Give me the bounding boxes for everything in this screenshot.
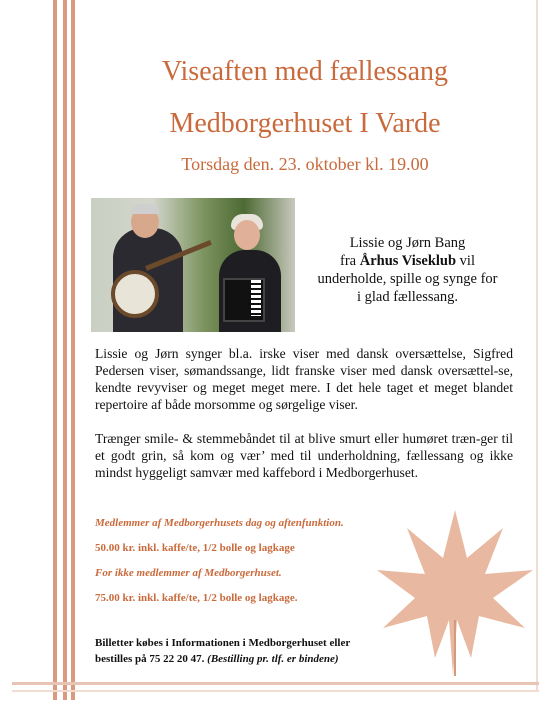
members-price: 50.00 kr. inkl. kaffe/te, 1/2 bolle og lagkage [95,542,295,554]
ticket-line-1: Billetter købes i Informationen i Medborgerhuset eller [95,637,351,649]
decor-stripe-2 [63,0,67,700]
intro-text [300,234,515,306]
nonmembers-price: 75.00 kr. inkl. kaffe/te, 1/2 bolle og lagkage. [95,592,298,604]
body-paragraph-2: Trænger smile- & stemmebåndet til at blive smurt eller humøret træn-ger til et godt grin, så kom og vær’ med til underholdning, fællessang og ikke mindst hyggeligt samvær med kaffebord i Medborgerhuset. [95,431,513,480]
intro-line-4: i glad fællessang. [356,289,459,305]
venue-title: Medborgerhuset I Varde [169,108,441,139]
event-date: Torsdag den. 23. oktober kl. 19.00 [181,154,429,174]
booking-note: (Bestilling pr. tlf. er bindene) [207,653,339,665]
intro-line-2: fra Århus Viseklub vil [340,253,475,269]
body-paragraph-1: Lissie og Jørn synger bl.a. irske viser med dansk oversættelse, Sigfred Pedersen viser, sømandssange, lidt franske viser med dansk oversættel-se, kendte revyviser og meget meget mere. I det hele taget et meget blandet repertoire af både morsomme og sørgelige viser. [95,346,513,412]
page-title: Viseaften med fællessang [161,56,448,87]
decor-stripe-3 [71,0,75,700]
decor-stripe-1 [53,0,57,700]
members-label: Medlemmer af Medborgerhusets dag og aftenfunktion. [95,517,344,529]
ticket-line-2: bestilles på 75 22 20 47. (Bestilling pr. tlf. er bindene) [95,653,339,665]
right-border [536,0,538,690]
intro-line-1: Lissie og Jørn Bang [349,235,466,251]
club-name: Århus Viseklub [359,253,457,269]
ticket-info [95,635,415,667]
bottom-border [12,682,539,685]
intro-line-3: underholde, spille og synge for [317,271,498,287]
nonmembers-label: For ikke medlemmer af Medborgerhuset. [95,567,282,579]
maple-leaf-icon [375,508,535,678]
musicians-photo [91,198,295,332]
bottom-border-2 [12,690,539,692]
